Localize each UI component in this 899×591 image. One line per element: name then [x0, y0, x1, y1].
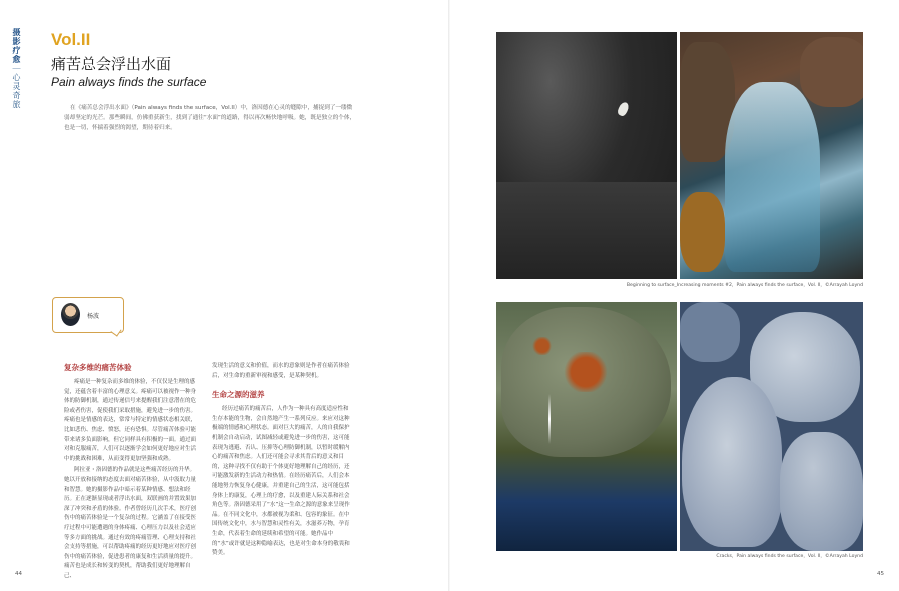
volume-label: Vol.II	[51, 30, 91, 49]
rock-shape	[680, 192, 725, 272]
rock-shape	[680, 302, 740, 362]
rock-shape	[800, 37, 863, 107]
lichen-patch	[531, 337, 553, 355]
author-name: 杨波	[87, 313, 100, 320]
column-1	[64, 362, 200, 583]
photo-dark-rock-leaf	[496, 32, 677, 279]
article-title-zh: 痛苦总会浮出水面	[51, 55, 172, 73]
lichen-patch	[556, 352, 616, 392]
section2-heading: 生命之源的滋养	[212, 390, 265, 400]
page-number-right: 45	[877, 571, 884, 577]
rock-shape	[780, 432, 863, 551]
page-number-left: 44	[15, 571, 22, 577]
photo-caption-top: Beginning to surface_Increasing moments #2，Pain always finds the surface，Vol. II，©Arrayah Loynd	[626, 283, 863, 288]
left-page	[0, 0, 449, 591]
section2-paragraph: 经历过痛苦的痛苦后，人作为一种具有高度适应性和生存本能的生物，会自然地产生一系列反应。来应对这种极端的情感和心理状态。面对巨大的痛苦，人的自我保护机制会自动启动，试图减轻或避免进一步的伤害，这可能表现为逃避、否认、压抑等心理防御机制，以暂时缓解内心的痛苦和焦虑。人们还可能会寻求其背后的意义和目的，这种寻找不仅有助于个体更好地理解自己的经历，还可能激发新的生活动力和热情。在经历痛苦后，人们会本能地努力恢复身心健康，并重建自己的生活，这可能包括身体上的康复，心理上的疗愈，以及重建人际关系和社会角色等。洛因德采用了“水”这一生命之源的意象来呈现作品。在不同文化中，水都被视为柔和、包容的象征。在中国传统文化中，水与智慧和灵性有关，水滋养万物，孕育生命，代表着生命的延续和希望的可能。她作品中的“水”或许就是这种隐喻表达，也是对生命本身的敬畏和赞美。	[212, 406, 350, 557]
photo-shadow-band	[496, 182, 677, 279]
water-stream	[725, 82, 820, 272]
photo-waterfall	[680, 32, 863, 279]
photo-lichen-rock	[496, 302, 677, 551]
photo-cracked-boulders	[680, 302, 863, 551]
rock-shape	[682, 377, 782, 547]
section-side-label: 摄影疗愈｜心灵奇旅	[12, 28, 21, 109]
section1-continuation: 发现生活的意义和价值，而水的意象则是作者在痛苦体验后，对生命的重新审视和感受，是某种契机。	[212, 363, 350, 379]
section1-paragraph-1: 疼痛是一种复杂而多维的体验，不仅仅是生理的感觉，还蕴含着丰富的心理意义。疼痛可以被视作一种身体的防御机制，通过传递信号来提醒我们注意潜在的危险或者伤害，促使我们采取措施，避免进一步的伤害。疼痛也是情感的表达，常常与特定的情感状态相关联，比如悲伤、焦虑、愤怒，还有恐惧。尽管痛苦体验可能带来诸多负面影响，但它同样具有积极的一面。通过面对和克服痛苦，人们可以逐渐学会如何更好地应对生活中的挑战和困难，从而变得更加坚强和成熟。	[64, 379, 197, 462]
article-title-en: Pain always finds the surface	[51, 75, 207, 89]
right-page	[450, 0, 899, 591]
light-glint	[548, 394, 551, 444]
intro-paragraph: 在《痛苦总会浮出水面》（Pain always finds the surface，Vol.II）中，洛因德在心灵的缝隙中，捕捉到了一缕微弱却坚定的光芒。那些瞬间，仿佛重获新生，找到了通往“水面”的道路，得以再次畅快地呼吸。她，既是独立的个体，也是一切，怀揣着强烈的渴望，期待着归来。	[64, 105, 356, 131]
leaf-shape	[616, 101, 630, 117]
avatar	[61, 303, 80, 326]
section1-heading: 复杂多维的痛苦体验	[64, 363, 132, 372]
column-2	[212, 362, 350, 561]
photo-caption-bottom: Cracks，Pain always finds the surface，Vol. II，©Arrayah Loynd	[716, 554, 863, 559]
section1-paragraph-2: 阿拉亚・洛因德的作品就是这些痛苦经历的升华。她以开放和接纳的态度去面对痛苦体验，从中汲取力量和智慧。她的摄影作品中暗示着某种情感、想法和经历。正在逐渐显现或者浮出水面，双联画的并置效果加深了冲突和矛盾的体验。作者曾经历几次手术，医疗创伤中的痛苦体验是一个复杂的过程。它涵盖了在接受医疗过程中可能遭遇的身体疼痛、心理压力以及社会适应等多方面的挑战。通过有效的疼痛管理、心理支持和社会支持等措施，可以帮助疼痛的经历更好地应对医疗创伤中的痛苦体验，促进患者的康复和生活质量的提升。痛苦也是成长和转变的契机，帮助我们更好地理解自己、	[64, 467, 197, 579]
